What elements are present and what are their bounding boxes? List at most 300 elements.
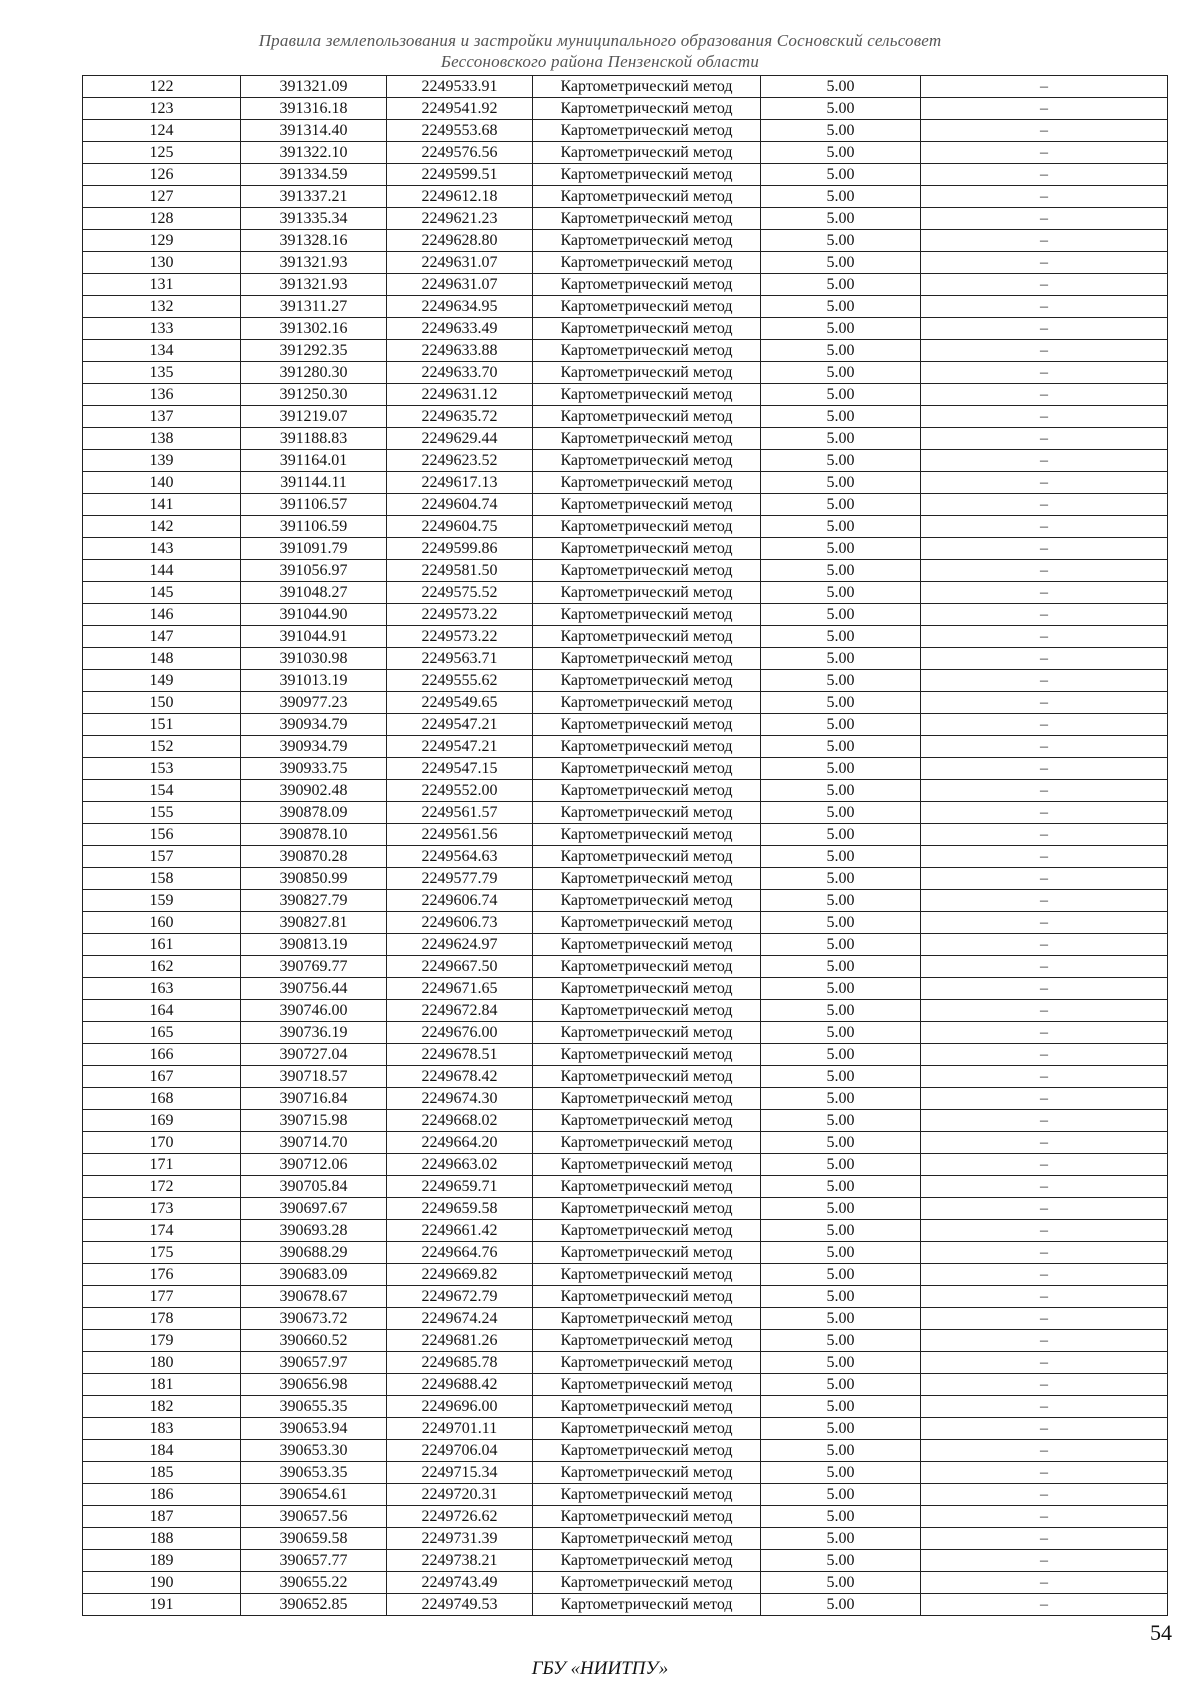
method-cell: Картометрический метод — [533, 1418, 761, 1440]
description-cell: – — [921, 1374, 1168, 1396]
method-cell: Картометрический метод — [533, 824, 761, 846]
x-coordinate-cell: 390813.19 — [241, 934, 387, 956]
method-cell: Картометрический метод — [533, 978, 761, 1000]
accuracy-cell: 5.00 — [761, 1066, 921, 1088]
table-row — [83, 582, 1168, 604]
y-coordinate-cell: 2249663.02 — [387, 1154, 533, 1176]
point-number-cell: 156 — [83, 824, 241, 846]
point-number-cell: 161 — [83, 934, 241, 956]
accuracy-cell: 5.00 — [761, 1242, 921, 1264]
description-cell: – — [921, 1550, 1168, 1572]
accuracy-cell: 5.00 — [761, 274, 921, 296]
y-coordinate-cell: 2249685.78 — [387, 1352, 533, 1374]
table-row — [83, 186, 1168, 208]
point-number-cell: 178 — [83, 1308, 241, 1330]
description-cell: – — [921, 164, 1168, 186]
method-cell: Картометрический метод — [533, 384, 761, 406]
method-cell: Картометрический метод — [533, 890, 761, 912]
coordinates-table — [82, 75, 1168, 1616]
description-cell: – — [921, 1286, 1168, 1308]
method-cell: Картометрический метод — [533, 1242, 761, 1264]
point-number-cell: 184 — [83, 1440, 241, 1462]
x-coordinate-cell: 390714.70 — [241, 1132, 387, 1154]
description-cell: – — [921, 1088, 1168, 1110]
accuracy-cell: 5.00 — [761, 890, 921, 912]
description-cell: – — [921, 780, 1168, 802]
description-cell: – — [921, 1242, 1168, 1264]
point-number-cell: 179 — [83, 1330, 241, 1352]
accuracy-cell: 5.00 — [761, 582, 921, 604]
method-cell: Картометрический метод — [533, 1308, 761, 1330]
method-cell: Картометрический метод — [533, 362, 761, 384]
x-coordinate-cell: 390756.44 — [241, 978, 387, 1000]
table-row — [83, 384, 1168, 406]
table-row — [83, 1022, 1168, 1044]
point-number-cell: 141 — [83, 494, 241, 516]
method-cell: Картометрический метод — [533, 142, 761, 164]
description-cell: – — [921, 626, 1168, 648]
point-number-cell: 149 — [83, 670, 241, 692]
accuracy-cell: 5.00 — [761, 1396, 921, 1418]
description-cell: – — [921, 428, 1168, 450]
method-cell: Картометрический метод — [533, 604, 761, 626]
x-coordinate-cell: 391314.40 — [241, 120, 387, 142]
x-coordinate-cell: 390697.67 — [241, 1198, 387, 1220]
description-cell: – — [921, 978, 1168, 1000]
description-cell: – — [921, 670, 1168, 692]
y-coordinate-cell: 2249547.21 — [387, 714, 533, 736]
method-cell: Картометрический метод — [533, 1594, 761, 1616]
table-row — [83, 912, 1168, 934]
y-coordinate-cell: 2249634.95 — [387, 296, 533, 318]
method-cell: Картометрический метод — [533, 186, 761, 208]
y-coordinate-cell: 2249669.82 — [387, 1264, 533, 1286]
y-coordinate-cell: 2249743.49 — [387, 1572, 533, 1594]
point-number-cell: 133 — [83, 318, 241, 340]
table-row — [83, 1484, 1168, 1506]
accuracy-cell: 5.00 — [761, 736, 921, 758]
x-coordinate-cell: 391164.01 — [241, 450, 387, 472]
point-number-cell: 170 — [83, 1132, 241, 1154]
y-coordinate-cell: 2249573.22 — [387, 626, 533, 648]
point-number-cell: 182 — [83, 1396, 241, 1418]
point-number-cell: 174 — [83, 1220, 241, 1242]
point-number-cell: 154 — [83, 780, 241, 802]
y-coordinate-cell: 2249599.51 — [387, 164, 533, 186]
y-coordinate-cell: 2249563.71 — [387, 648, 533, 670]
x-coordinate-cell: 390934.79 — [241, 714, 387, 736]
accuracy-cell: 5.00 — [761, 1198, 921, 1220]
method-cell: Картометрический метод — [533, 934, 761, 956]
accuracy-cell: 5.00 — [761, 1352, 921, 1374]
method-cell: Картометрический метод — [533, 494, 761, 516]
method-cell: Картометрический метод — [533, 846, 761, 868]
accuracy-cell: 5.00 — [761, 1132, 921, 1154]
table-row — [83, 824, 1168, 846]
y-coordinate-cell: 2249674.30 — [387, 1088, 533, 1110]
description-cell: – — [921, 868, 1168, 890]
point-number-cell: 169 — [83, 1110, 241, 1132]
x-coordinate-cell: 391280.30 — [241, 362, 387, 384]
accuracy-cell: 5.00 — [761, 1088, 921, 1110]
method-cell: Картометрический метод — [533, 1132, 761, 1154]
accuracy-cell: 5.00 — [761, 98, 921, 120]
method-cell: Картометрический метод — [533, 98, 761, 120]
accuracy-cell: 5.00 — [761, 824, 921, 846]
table-row — [83, 1572, 1168, 1594]
table-row — [83, 1198, 1168, 1220]
method-cell: Картометрический метод — [533, 670, 761, 692]
description-cell: – — [921, 318, 1168, 340]
description-cell: – — [921, 1264, 1168, 1286]
description-cell: – — [921, 296, 1168, 318]
point-number-cell: 137 — [83, 406, 241, 428]
method-cell: Картометрический метод — [533, 648, 761, 670]
description-cell: – — [921, 1396, 1168, 1418]
x-coordinate-cell: 390693.28 — [241, 1220, 387, 1242]
description-cell: – — [921, 1506, 1168, 1528]
description-cell: – — [921, 1352, 1168, 1374]
method-cell: Картометрический метод — [533, 1440, 761, 1462]
y-coordinate-cell: 2249628.80 — [387, 230, 533, 252]
table-row — [83, 406, 1168, 428]
y-coordinate-cell: 2249561.56 — [387, 824, 533, 846]
description-cell: – — [921, 76, 1168, 98]
description-cell: – — [921, 1110, 1168, 1132]
accuracy-cell: 5.00 — [761, 186, 921, 208]
point-number-cell: 148 — [83, 648, 241, 670]
y-coordinate-cell: 2249629.44 — [387, 428, 533, 450]
accuracy-cell: 5.00 — [761, 1154, 921, 1176]
point-number-cell: 177 — [83, 1286, 241, 1308]
point-number-cell: 131 — [83, 274, 241, 296]
x-coordinate-cell: 391056.97 — [241, 560, 387, 582]
accuracy-cell: 5.00 — [761, 1528, 921, 1550]
method-cell: Картометрический метод — [533, 1572, 761, 1594]
point-number-cell: 153 — [83, 758, 241, 780]
description-cell: – — [921, 1462, 1168, 1484]
point-number-cell: 150 — [83, 692, 241, 714]
method-cell: Картометрический метод — [533, 1396, 761, 1418]
description-cell: – — [921, 560, 1168, 582]
x-coordinate-cell: 391030.98 — [241, 648, 387, 670]
method-cell: Картометрический метод — [533, 1462, 761, 1484]
accuracy-cell: 5.00 — [761, 164, 921, 186]
accuracy-cell: 5.00 — [761, 714, 921, 736]
method-cell: Картометрический метод — [533, 406, 761, 428]
y-coordinate-cell: 2249555.62 — [387, 670, 533, 692]
table-row — [83, 846, 1168, 868]
y-coordinate-cell: 2249576.56 — [387, 142, 533, 164]
y-coordinate-cell: 2249541.92 — [387, 98, 533, 120]
accuracy-cell: 5.00 — [761, 912, 921, 934]
method-cell: Картометрический метод — [533, 1198, 761, 1220]
description-cell: – — [921, 802, 1168, 824]
point-number-cell: 185 — [83, 1462, 241, 1484]
x-coordinate-cell: 390746.00 — [241, 1000, 387, 1022]
accuracy-cell: 5.00 — [761, 1572, 921, 1594]
accuracy-cell: 5.00 — [761, 956, 921, 978]
accuracy-cell: 5.00 — [761, 362, 921, 384]
point-number-cell: 152 — [83, 736, 241, 758]
point-number-cell: 134 — [83, 340, 241, 362]
y-coordinate-cell: 2249659.58 — [387, 1198, 533, 1220]
accuracy-cell: 5.00 — [761, 76, 921, 98]
accuracy-cell: 5.00 — [761, 318, 921, 340]
point-number-cell: 181 — [83, 1374, 241, 1396]
description-cell: – — [921, 142, 1168, 164]
table-row — [83, 648, 1168, 670]
x-coordinate-cell: 390654.61 — [241, 1484, 387, 1506]
table-row — [83, 1286, 1168, 1308]
description-cell: – — [921, 648, 1168, 670]
point-number-cell: 139 — [83, 450, 241, 472]
y-coordinate-cell: 2249617.13 — [387, 472, 533, 494]
x-coordinate-cell: 390660.52 — [241, 1330, 387, 1352]
accuracy-cell: 5.00 — [761, 142, 921, 164]
description-cell: – — [921, 1330, 1168, 1352]
table-row — [83, 1506, 1168, 1528]
description-cell: – — [921, 736, 1168, 758]
description-cell: – — [921, 1176, 1168, 1198]
point-number-cell: 122 — [83, 76, 241, 98]
x-coordinate-cell: 391219.07 — [241, 406, 387, 428]
table-row — [83, 714, 1168, 736]
point-number-cell: 176 — [83, 1264, 241, 1286]
page-header — [0, 30, 1200, 72]
accuracy-cell: 5.00 — [761, 1220, 921, 1242]
table-row — [83, 1154, 1168, 1176]
method-cell: Картометрический метод — [533, 1044, 761, 1066]
x-coordinate-cell: 390934.79 — [241, 736, 387, 758]
method-cell: Картометрический метод — [533, 802, 761, 824]
accuracy-cell: 5.00 — [761, 516, 921, 538]
point-number-cell: 190 — [83, 1572, 241, 1594]
accuracy-cell: 5.00 — [761, 472, 921, 494]
x-coordinate-cell: 391335.34 — [241, 208, 387, 230]
table-row — [83, 1550, 1168, 1572]
method-cell: Картометрический метод — [533, 1066, 761, 1088]
description-cell: – — [921, 274, 1168, 296]
accuracy-cell: 5.00 — [761, 120, 921, 142]
table-row — [83, 472, 1168, 494]
y-coordinate-cell: 2249667.50 — [387, 956, 533, 978]
x-coordinate-cell: 390827.81 — [241, 912, 387, 934]
y-coordinate-cell: 2249577.79 — [387, 868, 533, 890]
description-cell: – — [921, 1022, 1168, 1044]
table-row — [83, 1594, 1168, 1616]
y-coordinate-cell: 2249661.42 — [387, 1220, 533, 1242]
method-cell: Картометрический метод — [533, 956, 761, 978]
table-row — [83, 428, 1168, 450]
table-row — [83, 318, 1168, 340]
point-number-cell: 127 — [83, 186, 241, 208]
x-coordinate-cell: 391091.79 — [241, 538, 387, 560]
point-number-cell: 138 — [83, 428, 241, 450]
table-row — [83, 120, 1168, 142]
y-coordinate-cell: 2249672.79 — [387, 1286, 533, 1308]
point-number-cell: 159 — [83, 890, 241, 912]
x-coordinate-cell: 391321.09 — [241, 76, 387, 98]
description-cell: – — [921, 956, 1168, 978]
point-number-cell: 142 — [83, 516, 241, 538]
accuracy-cell: 5.00 — [761, 1462, 921, 1484]
method-cell: Картометрический метод — [533, 780, 761, 802]
method-cell: Картометрический метод — [533, 120, 761, 142]
accuracy-cell: 5.00 — [761, 296, 921, 318]
table-row — [83, 516, 1168, 538]
x-coordinate-cell: 391302.16 — [241, 318, 387, 340]
point-number-cell: 171 — [83, 1154, 241, 1176]
method-cell: Картометрический метод — [533, 912, 761, 934]
description-cell: – — [921, 384, 1168, 406]
point-number-cell: 129 — [83, 230, 241, 252]
y-coordinate-cell: 2249604.75 — [387, 516, 533, 538]
accuracy-cell: 5.00 — [761, 1110, 921, 1132]
description-cell: – — [921, 120, 1168, 142]
y-coordinate-cell: 2249635.72 — [387, 406, 533, 428]
description-cell: – — [921, 714, 1168, 736]
accuracy-cell: 5.00 — [761, 978, 921, 1000]
table-row — [83, 230, 1168, 252]
x-coordinate-cell: 390716.84 — [241, 1088, 387, 1110]
point-number-cell: 158 — [83, 868, 241, 890]
x-coordinate-cell: 390705.84 — [241, 1176, 387, 1198]
accuracy-cell: 5.00 — [761, 1506, 921, 1528]
point-number-cell: 160 — [83, 912, 241, 934]
method-cell: Картометрический метод — [533, 1000, 761, 1022]
point-number-cell: 164 — [83, 1000, 241, 1022]
x-coordinate-cell: 391144.11 — [241, 472, 387, 494]
method-cell: Картометрический метод — [533, 516, 761, 538]
x-coordinate-cell: 391106.59 — [241, 516, 387, 538]
x-coordinate-cell: 390653.35 — [241, 1462, 387, 1484]
description-cell: – — [921, 934, 1168, 956]
x-coordinate-cell: 391044.91 — [241, 626, 387, 648]
accuracy-cell: 5.00 — [761, 1022, 921, 1044]
accuracy-cell: 5.00 — [761, 868, 921, 890]
method-cell: Картометрический метод — [533, 1528, 761, 1550]
method-cell: Картометрический метод — [533, 626, 761, 648]
table-row — [83, 1132, 1168, 1154]
point-number-cell: 172 — [83, 1176, 241, 1198]
table-row — [83, 1242, 1168, 1264]
description-cell: – — [921, 1572, 1168, 1594]
x-coordinate-cell: 390652.85 — [241, 1594, 387, 1616]
description-cell: – — [921, 692, 1168, 714]
point-number-cell: 186 — [83, 1484, 241, 1506]
x-coordinate-cell: 390850.99 — [241, 868, 387, 890]
table-row — [83, 1352, 1168, 1374]
accuracy-cell: 5.00 — [761, 1440, 921, 1462]
accuracy-cell: 5.00 — [761, 340, 921, 362]
accuracy-cell: 5.00 — [761, 494, 921, 516]
description-cell: – — [921, 1000, 1168, 1022]
y-coordinate-cell: 2249599.86 — [387, 538, 533, 560]
point-number-cell: 144 — [83, 560, 241, 582]
description-cell: – — [921, 1528, 1168, 1550]
method-cell: Картометрический метод — [533, 164, 761, 186]
method-cell: Картометрический метод — [533, 208, 761, 230]
table-row — [83, 692, 1168, 714]
y-coordinate-cell: 2249573.22 — [387, 604, 533, 626]
description-cell: – — [921, 340, 1168, 362]
x-coordinate-cell: 390827.79 — [241, 890, 387, 912]
point-number-cell: 136 — [83, 384, 241, 406]
description-cell: – — [921, 516, 1168, 538]
table-row — [83, 1396, 1168, 1418]
description-cell: – — [921, 186, 1168, 208]
point-number-cell: 191 — [83, 1594, 241, 1616]
method-cell: Картометрический метод — [533, 428, 761, 450]
y-coordinate-cell: 2249676.00 — [387, 1022, 533, 1044]
x-coordinate-cell: 390878.10 — [241, 824, 387, 846]
accuracy-cell: 5.00 — [761, 758, 921, 780]
method-cell: Картометрический метод — [533, 450, 761, 472]
y-coordinate-cell: 2249552.00 — [387, 780, 533, 802]
table-row — [83, 208, 1168, 230]
method-cell: Картометрический метод — [533, 1352, 761, 1374]
description-cell: – — [921, 450, 1168, 472]
point-number-cell: 187 — [83, 1506, 241, 1528]
accuracy-cell: 5.00 — [761, 648, 921, 670]
accuracy-cell: 5.00 — [761, 692, 921, 714]
x-coordinate-cell: 390659.58 — [241, 1528, 387, 1550]
x-coordinate-cell: 391321.93 — [241, 274, 387, 296]
x-coordinate-cell: 390655.22 — [241, 1572, 387, 1594]
description-cell: – — [921, 230, 1168, 252]
description-cell: – — [921, 1220, 1168, 1242]
x-coordinate-cell: 390678.67 — [241, 1286, 387, 1308]
method-cell: Картометрический метод — [533, 1264, 761, 1286]
accuracy-cell: 5.00 — [761, 1264, 921, 1286]
method-cell: Картометрический метод — [533, 868, 761, 890]
coordinates-table-body — [83, 76, 1168, 1616]
description-cell: – — [921, 1132, 1168, 1154]
accuracy-cell: 5.00 — [761, 1044, 921, 1066]
accuracy-cell: 5.00 — [761, 1484, 921, 1506]
y-coordinate-cell: 2249561.57 — [387, 802, 533, 824]
header-line-2: Бессоновского района Пензенской области — [440, 52, 760, 71]
y-coordinate-cell: 2249720.31 — [387, 1484, 533, 1506]
x-coordinate-cell: 390712.06 — [241, 1154, 387, 1176]
accuracy-cell: 5.00 — [761, 450, 921, 472]
x-coordinate-cell: 390715.98 — [241, 1110, 387, 1132]
accuracy-cell: 5.00 — [761, 1418, 921, 1440]
x-coordinate-cell: 390769.77 — [241, 956, 387, 978]
table-row — [83, 802, 1168, 824]
point-number-cell: 183 — [83, 1418, 241, 1440]
method-cell: Картометрический метод — [533, 296, 761, 318]
x-coordinate-cell: 391292.35 — [241, 340, 387, 362]
x-coordinate-cell: 390656.98 — [241, 1374, 387, 1396]
point-number-cell: 132 — [83, 296, 241, 318]
accuracy-cell: 5.00 — [761, 252, 921, 274]
accuracy-cell: 5.00 — [761, 670, 921, 692]
accuracy-cell: 5.00 — [761, 208, 921, 230]
accuracy-cell: 5.00 — [761, 1000, 921, 1022]
table-row — [83, 1044, 1168, 1066]
accuracy-cell: 5.00 — [761, 230, 921, 252]
description-cell: – — [921, 1594, 1168, 1616]
method-cell: Картометрический метод — [533, 1550, 761, 1572]
method-cell: Картометрический метод — [533, 230, 761, 252]
y-coordinate-cell: 2249581.50 — [387, 560, 533, 582]
point-number-cell: 155 — [83, 802, 241, 824]
accuracy-cell: 5.00 — [761, 626, 921, 648]
x-coordinate-cell: 390933.75 — [241, 758, 387, 780]
accuracy-cell: 5.00 — [761, 1594, 921, 1616]
